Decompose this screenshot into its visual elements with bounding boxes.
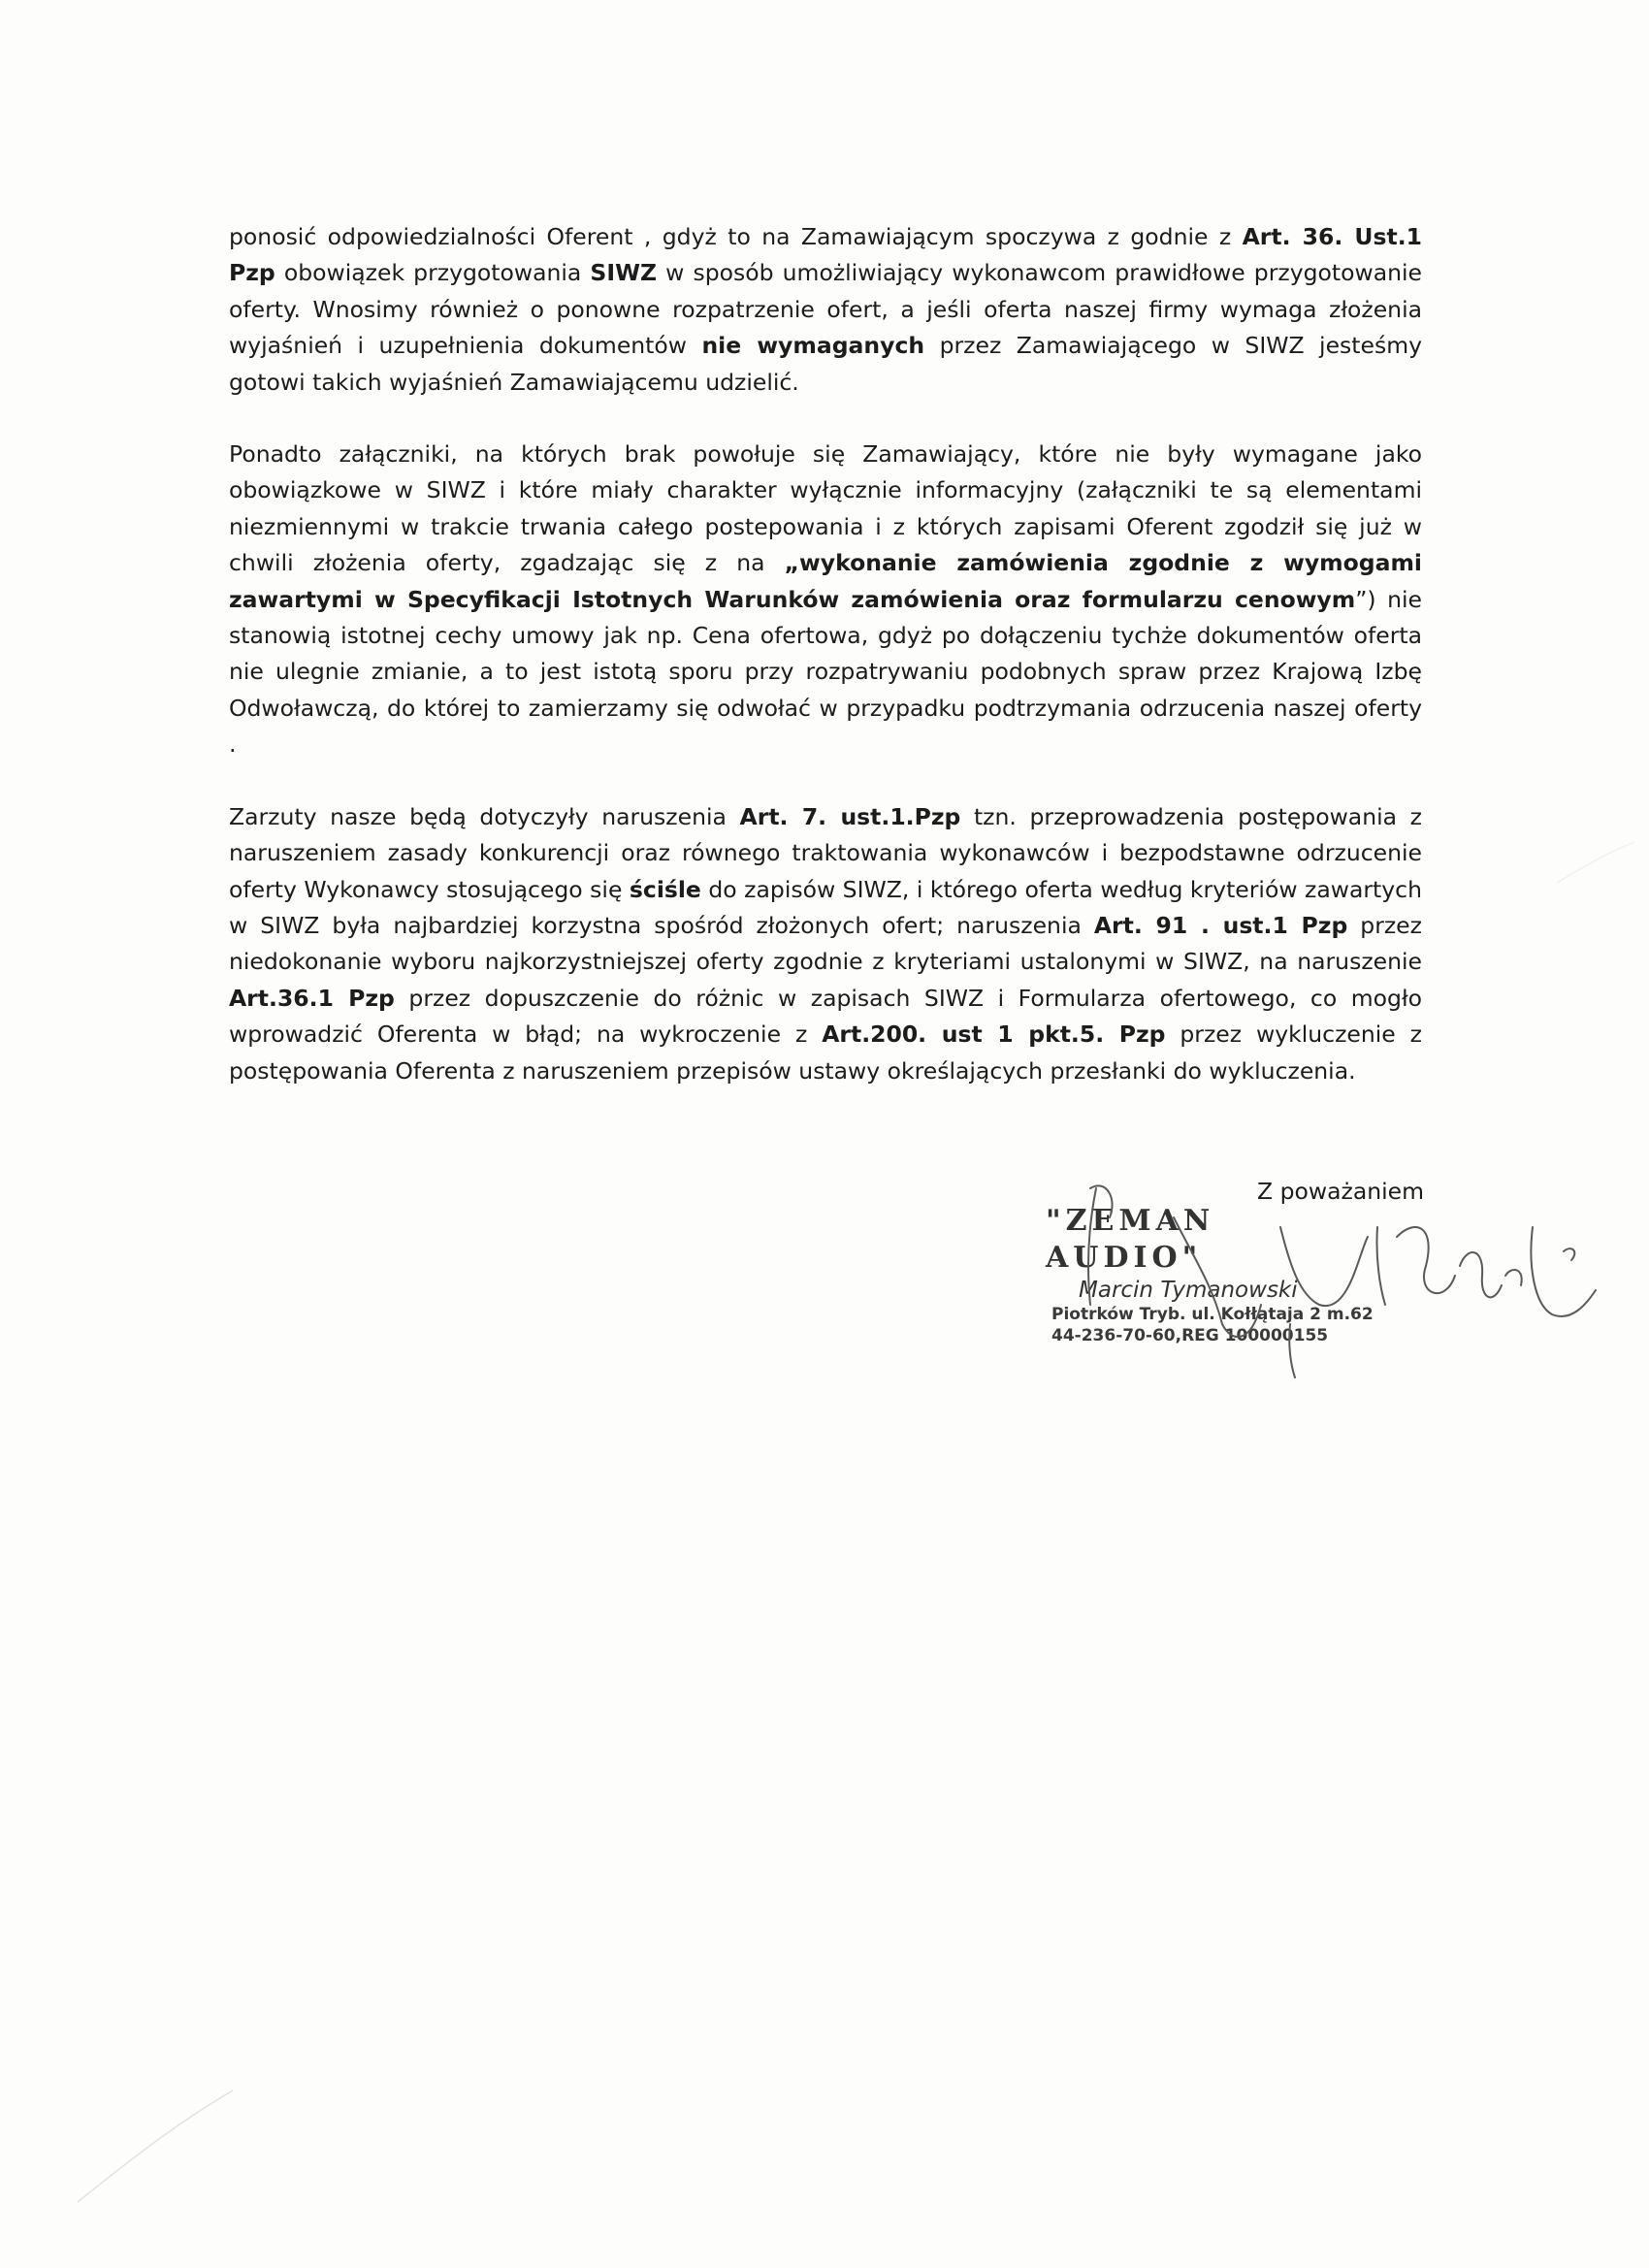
scan-artifact bbox=[68, 2076, 242, 2212]
paragraph-3 bbox=[229, 799, 1422, 1089]
text-run: tzn. przeprowadzenia postępowania z naruszeniem zasady konkurencji oraz równego traktowania wykonawców i bezpodstawne odrzucenie oferty Wykonawcy stosującego się bbox=[229, 802, 1422, 903]
bold-text-run: „wykonanie zamówienia zgodnie z wymogami zawartymi w Specyfikacji Istotnych Warunków zamówienia oraz formularzu cenowym bbox=[229, 549, 1422, 613]
stamp-company-name: "ZEMAN AUDIO" bbox=[1046, 1204, 1215, 1275]
text-run: ”) nie stanowią istotnej cechy umowy jak np. Cena ofertowa, gdyż po dołączeniu tychże dokumentów oferta nie ulegnie zmianie, a to jest istotą sporu przy rozpatrywaniu podobnych spraw przez Krajową Izbę Odwoławczą, do której to zamierzamy się odwołać w przypadku podtrzymania odrzucenia naszej oferty . bbox=[229, 585, 1422, 759]
bold-text-run: Art. 91 . ust.1 Pzp bbox=[1093, 911, 1348, 939]
stamp-address: Piotrków Tryb. ul. Kołłątaja 2 m.62 bbox=[1051, 1305, 1374, 1324]
text-run: przez dopuszczenie do różnic w zapisach SIWZ i Formularza ofertowego, co mogło wprowadzić Oferenta w błąd; na wykroczenie z bbox=[229, 984, 1422, 1049]
text-run: obowiązek przygotowania bbox=[275, 259, 591, 287]
bold-text-run: Art. 36. Ust.1 Pzp bbox=[229, 223, 1423, 287]
company-stamp bbox=[1028, 1203, 1377, 1346]
text-run: przez Zamawiającego w SIWZ jesteśmy gotowi takich wyjaśnień Zamawiającemu udzielić. bbox=[229, 332, 1422, 396]
bold-text-run: Art.200. ust 1 pkt.5. Pzp bbox=[822, 1021, 1166, 1049]
bold-text-run: ściśle bbox=[629, 875, 701, 903]
text-run: do zapisów SIWZ, i którego oferta według kryteriów zawartych w SIWZ była najbardziej korzystna spośród złożonych ofert; naruszenia bbox=[229, 875, 1422, 939]
bold-text-run: nie wymaganych bbox=[701, 332, 925, 360]
scan-artifact-right bbox=[1552, 834, 1639, 892]
letter-body bbox=[229, 219, 1422, 1125]
bold-text-run: Art. 7. ust.1.Pzp bbox=[739, 802, 961, 830]
bold-text-run: Art.36.1 Pzp bbox=[229, 984, 395, 1012]
bold-text-run: SIWZ bbox=[590, 259, 658, 287]
paragraph-2 bbox=[229, 437, 1422, 763]
text-run: przez niedokonanie wyboru najkorzystniejszej oferty zgodnie z kryteriami ustalonymi w SIWZ, na naruszenie bbox=[229, 911, 1422, 976]
stamp-phone-reg: 44-236-70-60,REG 100000155 bbox=[1051, 1326, 1329, 1345]
text-run: w sposób umożliwiający wykonawcom prawidłowe przygotowanie oferty. Wnosimy również o ponowne rozpatrzenie ofert, a jeśli oferta naszej firmy wymaga złożenia wyjaśnień i uzupełnienia dokumentów bbox=[229, 259, 1422, 360]
closing-salutation: Z poważaniem bbox=[1257, 1178, 1424, 1205]
text-run: Ponadto załączniki, na których brak powołuje się Zamawiający, które nie były wymagane jako obowiązkowe w SIWZ i które miały charakter wyłącznie informacyjny (załączniki te są elementami niezmiennymi w trakcie trwania całego postepowania i z których zapisami Oferent zgodził się już w chwili złożenia oferty, zgadzając się z na bbox=[229, 440, 1422, 577]
text-run: przez wykluczenie z postępowania Oferenta z naruszeniem przepisów ustawy określających przesłanki do wykluczenia. bbox=[229, 1021, 1422, 1085]
stamp-person-name: Marcin Tymanowski bbox=[1079, 1278, 1298, 1303]
paragraph-1 bbox=[229, 219, 1422, 401]
text-run: Zarzuty nasze będą dotyczyły naruszenia bbox=[229, 802, 740, 830]
text-run: ponosić odpowiedzialności Oferent , gdyż to na Zamawiającym spoczywa z godnie z bbox=[229, 223, 1243, 250]
